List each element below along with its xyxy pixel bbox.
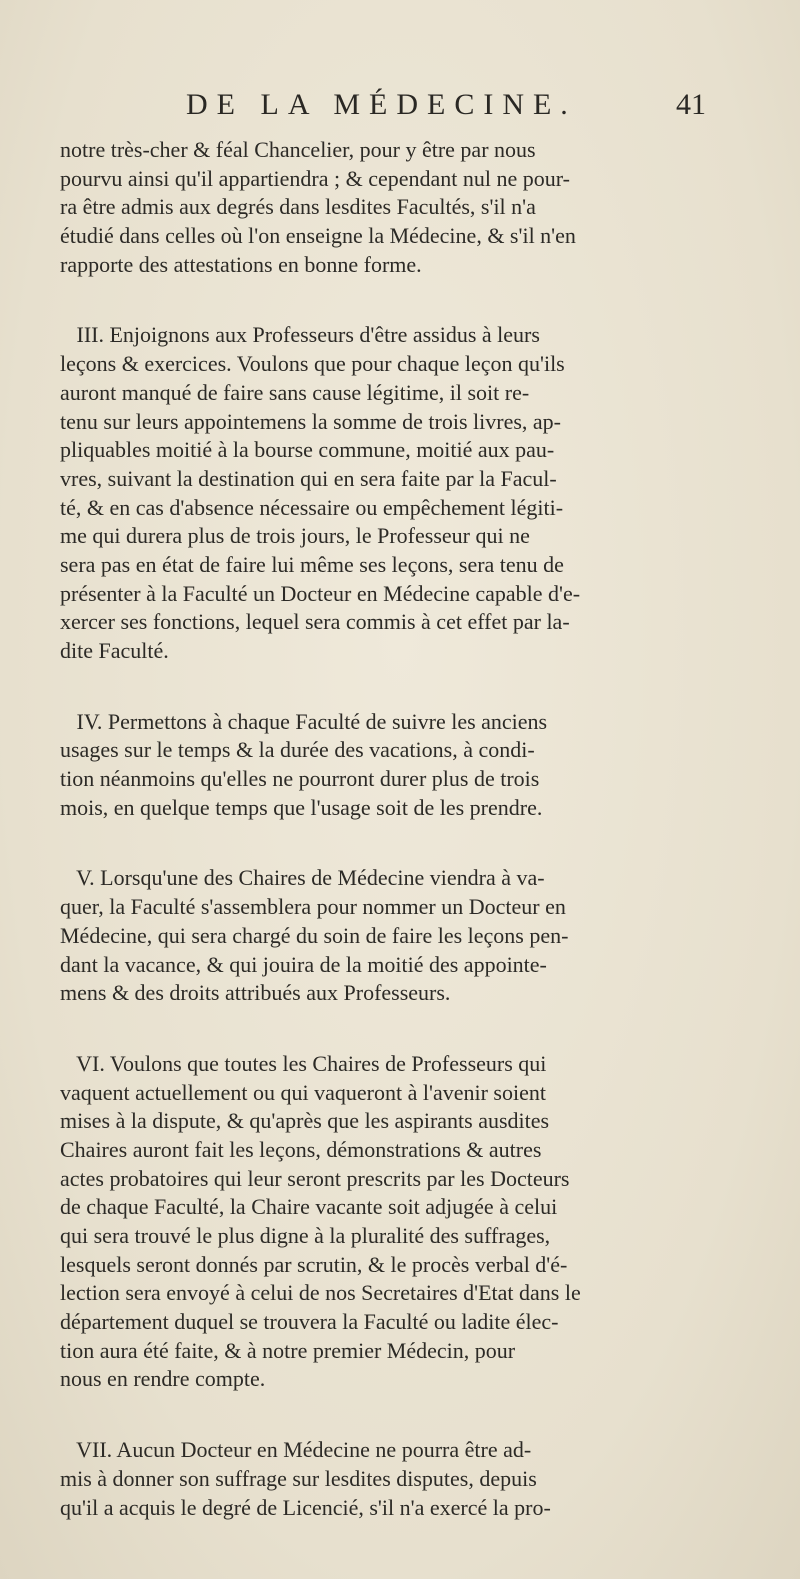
text-line: ra être admis aux degrés dans lesdites Facultés, s'il n'a [60,194,536,220]
text-line: présenter à la Faculté un Docteur en Médecine capable d'e- [60,580,581,606]
text-line: qui sera trouvé le plus digne à la pluralité des suffrages, [60,1223,551,1248]
paragraph [60,1050,706,1394]
text-line: VII. Aucun Docteur en Médecine ne pourra être ad- [60,1437,532,1463]
text-line: Médecine, qui sera chargé du soin de faire les leçons pen- [60,922,569,948]
running-title: DE LA MÉDECINE. [186,88,577,121]
paragraph [60,864,706,1007]
text-line: tion néanmoins qu'elles ne pourront durer plus de trois [60,766,540,792]
text-line: leçons & exercices. Voulons que pour chaque leçon qu'ils [60,351,565,377]
text-line: mises à la dispute, & qu'après que les aspirants ausdites [60,1108,550,1134]
text-line: de chaque Faculté, la Chaire vacante soit adjugée à celui [60,1194,558,1220]
text-line: tenu sur leurs appointemens la somme de trois livres, ap- [60,408,561,434]
text-line: me qui durera plus de trois jours, le Professeur qui ne [60,523,530,549]
text-line: lesquels seront donnés par scrutin, & le procès verbal d'é- [60,1251,568,1277]
text-line: mois, en quelque temps que l'usage soit de les prendre. [60,794,543,820]
page-number: 41 [676,88,706,121]
text-line: département duquel se trouvera la Faculté ou ladite élec- [60,1309,559,1335]
text-line: V. Lorsqu'une des Chaires de Médecine viendra à va- [60,865,545,891]
text-line: rapporte des attestations en bonne forme. [60,251,422,277]
body-text [60,136,706,1564]
text-line: pourvu ainsi qu'il appartiendra ; & cependant nul ne pour- [60,165,570,191]
text-line: quer, la Faculté s'assemblera pour nommer un Docteur en [60,894,566,920]
text-line: nous en rendre compte. [60,1366,266,1392]
paragraph [60,708,706,823]
text-line: vres, suivant la destination qui en sera faite par la Facul- [60,465,557,491]
text-line: xercer ses fonctions, lequel sera commis à cet effet par la- [60,609,570,635]
text-line: usages sur le temps & la durée des vacations, à condi- [60,737,535,763]
page-header [186,84,706,128]
paragraph [60,321,706,665]
text-line: III. Enjoignons aux Professeurs d'être assidus à leurs [60,322,540,348]
text-line: vaquent actuellement ou qui vaqueront à l'avenir soient [60,1079,546,1105]
text-line: mens & des droits attribués aux Professeurs. [60,980,451,1006]
text-line: tion aura été faite, & à notre premier Médecin, pour [60,1337,516,1363]
paragraph [60,1436,706,1522]
text-line: auront manqué de faire sans cause légitime, il soit re- [60,379,530,405]
text-line: notre très-cher & féal Chancelier, pour y être par nous [60,137,536,162]
text-line: qu'il a acquis le degré de Licencié, s'il n'a exercé la pro- [60,1494,551,1520]
text-line: té, & en cas d'absence nécessaire ou empêchement légiti- [60,494,564,520]
text-line: sera pas en état de faire lui même ses leçons, sera tenu de [60,551,564,577]
text-line: étudié dans celles où l'on enseigne la Médecine, & s'il n'en [60,223,576,249]
text-line: Chaires auront fait les leçons, démonstrations & autres [60,1136,542,1162]
text-line: mis à donner son suffrage sur lesdites disputes, depuis [60,1465,537,1491]
text-line: pliquables moitié à la bourse commune, moitié aux pau- [60,437,555,463]
text-line: actes probatoires qui leur seront prescrits par les Docteurs [60,1165,570,1191]
text-line: IV. Permettons à chaque Faculté de suivre les anciens [60,708,548,734]
text-line: lection sera envoyé à celui de nos Secretaires d'Etat dans le [60,1280,581,1306]
text-line: VI. Voulons que toutes les Chaires de Professeurs qui [60,1050,547,1076]
text-line: dite Faculté. [60,638,169,663]
paragraph [60,136,706,279]
text-line: dant la vacance, & qui jouira de la moitié des appointe- [60,951,547,977]
